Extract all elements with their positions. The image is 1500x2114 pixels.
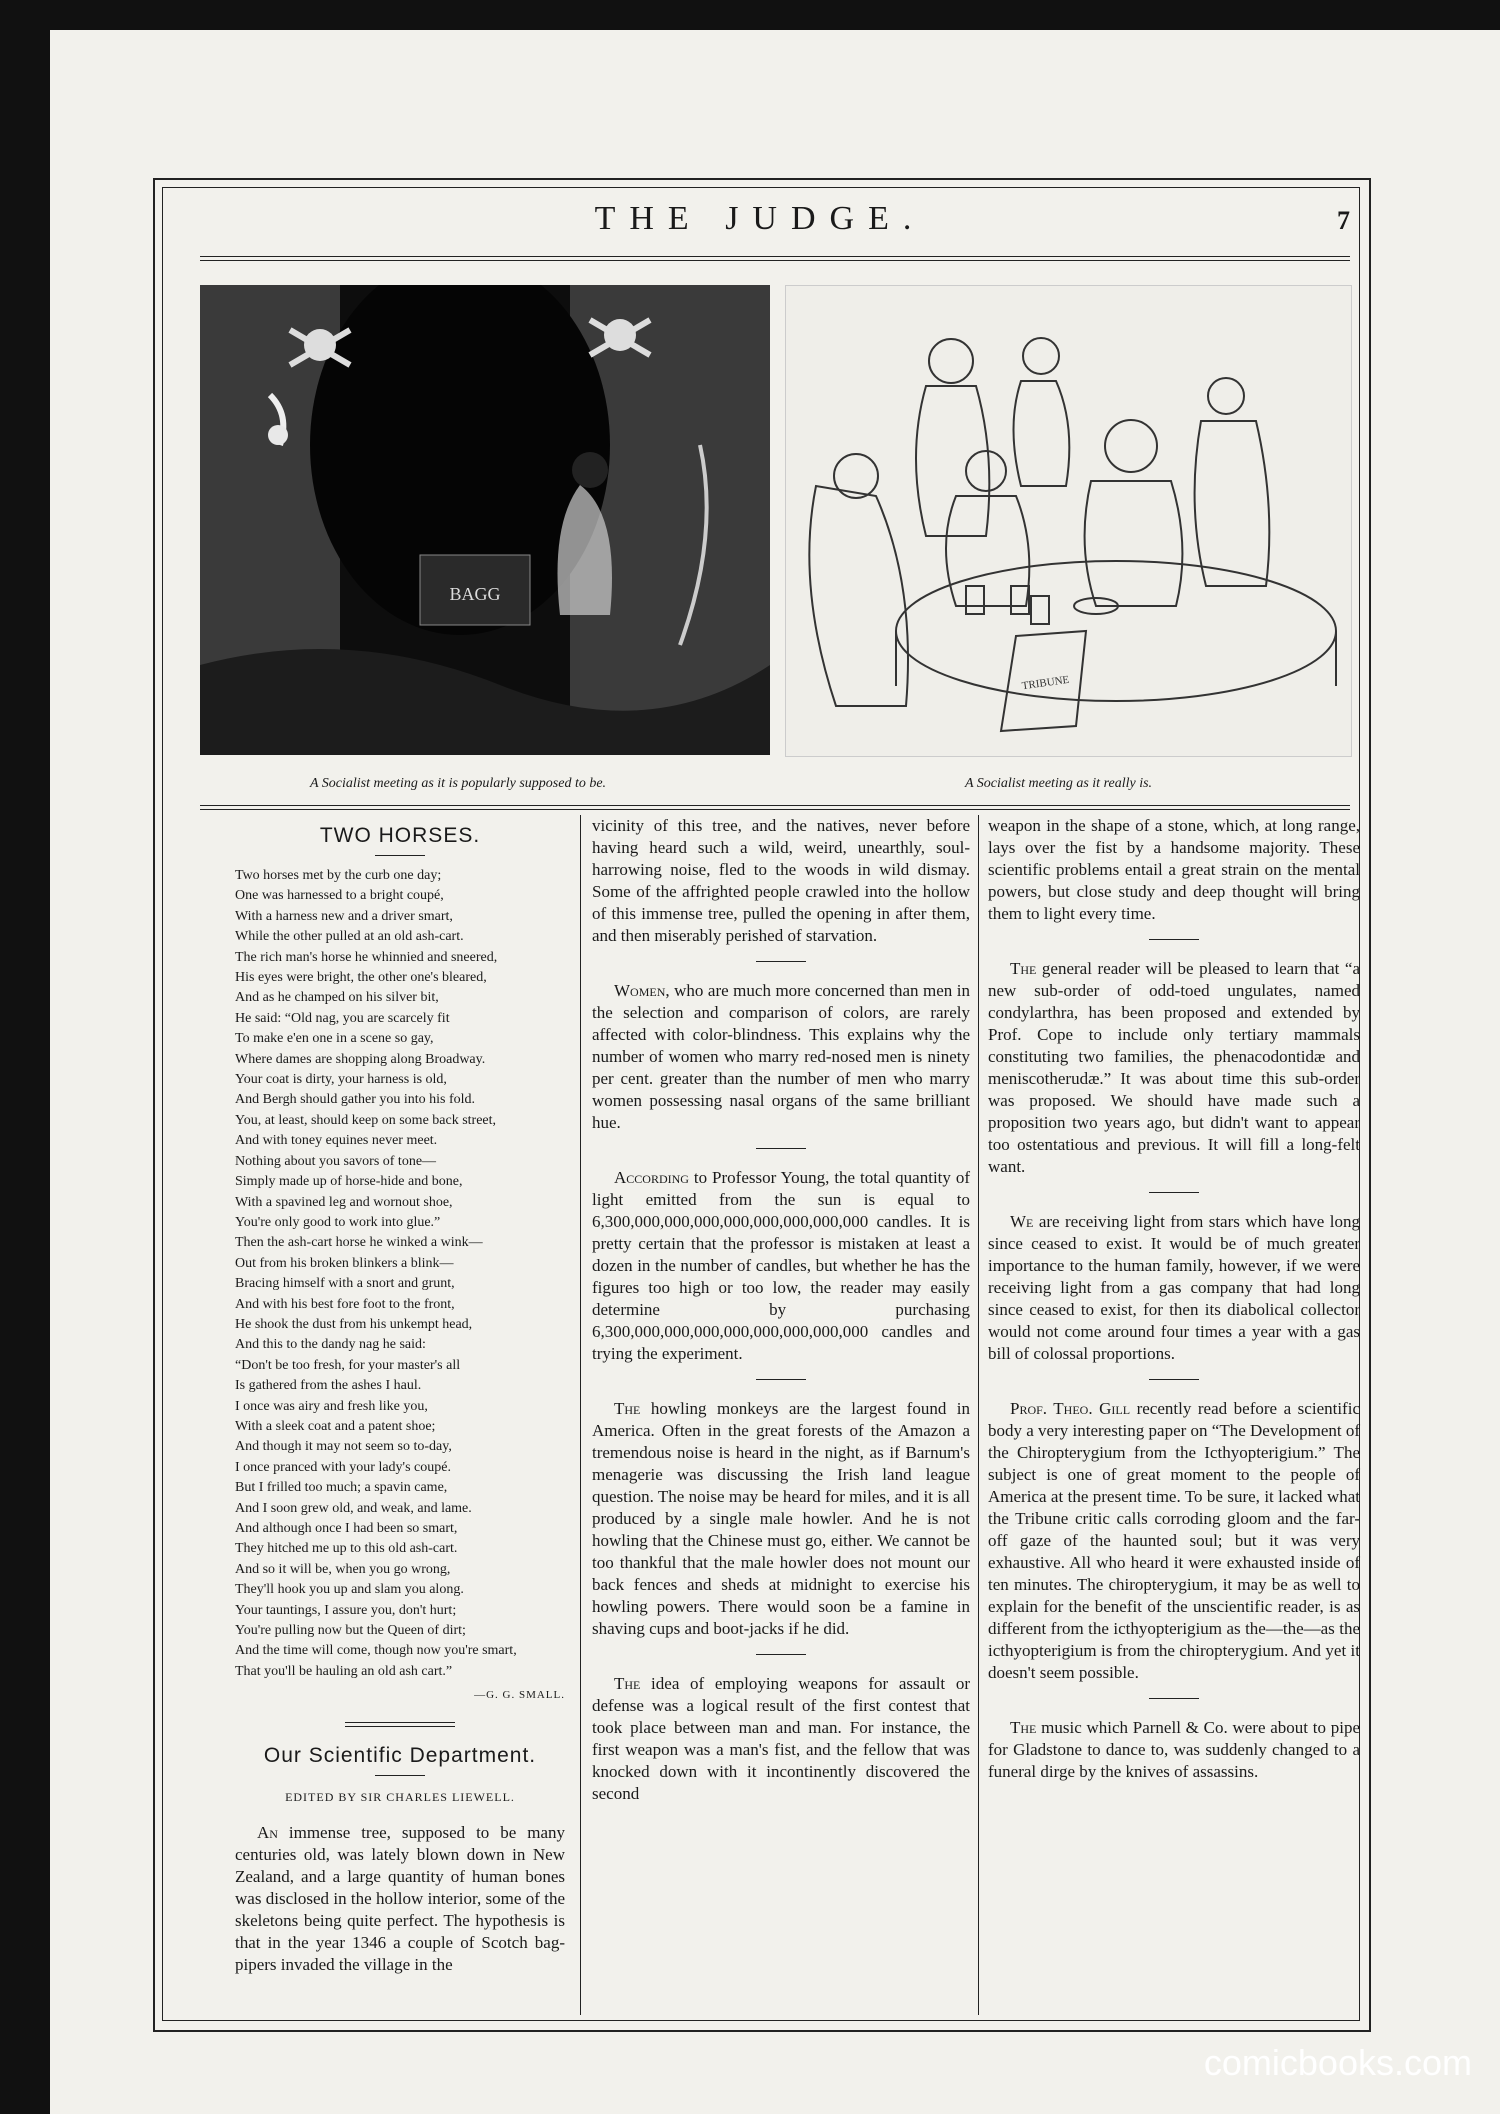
poem-line: With a harness new and a driver smart,	[235, 908, 453, 924]
newspaper-prop: TRIBUNE	[1021, 673, 1071, 693]
paragraph-text: howling monkeys are the largest found in America. Often in the great forests of the Amazon a tremendous noise is heard in the night, as if Barnum's menagerie was discussing the Irish land league question. The noise may be heard for miles, and it is all produced by a single male howler. And he is not howling that the Chinese must go, either. We cannot be too thankful that the male howler does not mount our back fences and sheds at midnight to exercise his howling powers. There would soon be a famine in shaving cups and boot-jacks if he did.	[592, 1399, 970, 1638]
poem-body	[235, 866, 565, 1682]
illustration-rule	[200, 805, 1350, 806]
department-editor: EDITED BY SIR CHARLES LIEWELL.	[285, 1790, 515, 1805]
separator	[1149, 1192, 1199, 1193]
paragraph-lead: The	[1010, 959, 1037, 978]
illustration-popular-meeting	[200, 285, 770, 755]
poem-line: You, at least, should keep on some back street,	[235, 1112, 497, 1128]
paragraph-text: immense tree, supposed to be many centuries old, was lately blown down in New Zealand, and a large quantity of human bones was disclosed in the hollow interior, some of the skeletons being quite perfect. The hypothesis is that in the year 1346 a couple of Scotch bag-pipers invaded the village in the	[235, 1823, 565, 1975]
department-title: Our Scientific Department.	[263, 1744, 537, 1768]
poem-line: They hitched me up to this old ash-cart.	[235, 1541, 458, 1557]
paragraph-ungulates	[988, 958, 1360, 1178]
paragraph-text: music which Parnell & Co. were about to pipe for Gladstone to dance to, was suddenly changed to a funeral dirge by the knives of assassins.	[988, 1718, 1360, 1781]
paragraph-lead: The	[614, 1399, 641, 1418]
caption-right: A Socialist meeting as it really is.	[965, 776, 1153, 791]
paragraph-tree-continued	[592, 815, 970, 947]
poem-line: With a spavined leg and wornout shoe,	[235, 1194, 453, 1210]
paragraph-lead: The	[614, 1674, 641, 1693]
poem-line: You're only good to work into glue.”	[235, 1214, 441, 1230]
illustration-popular-meeting-drawing	[200, 285, 770, 755]
paragraph-text: to Professor Young, the total quantity of light emitted from the sun is equal to 6,300,000,000,000,000,000,000,000,000 candles. It is pretty certain that the professor is mistaken at least a dozen in the number of candles, but whether he has the figures too high or too low, the reader may easily determine by purchasing 6,300,000,000,000,000,000,000,000,000 candles and trying the experiment.	[592, 1168, 970, 1363]
separator	[756, 1654, 806, 1655]
poem-line: I once was airy and fresh like you,	[235, 1398, 428, 1414]
watermark: comicbooks.com	[1203, 2042, 1472, 2083]
masthead-rule-2	[200, 260, 1350, 261]
poem-line: You're pulling now but the Queen of dirt;	[235, 1623, 466, 1639]
poem-line: And the time will come, though now you're smart,	[235, 1643, 517, 1659]
poem-line: His eyes were bright, the other one's bleared,	[235, 970, 487, 986]
poem-line: Your coat is dirty, your harness is old,	[235, 1072, 447, 1088]
poem-line: The rich man's horse he whinnied and sneered,	[235, 949, 498, 965]
paragraph-women	[592, 980, 970, 1134]
separator	[1149, 1698, 1199, 1699]
paragraph-text: recently read before a scientific body a very interesting paper on “The Development of the Chiropterygium from the Icthyopterigium.” The subject is one of great moment to the people of America at the present time. To be sure, it lacked what the Tribune critic calls corroding gloom and the far-off gaze of the haunted soul; but it was very exhaustive. All who heard it were exhausted inside of ten minutes. The chiropterygium, it may be as well to explain for the benefit of the unscientific reader, is as different from the icthyopterigium as the—the—as the icthyopterigium is from the chiropterygium. And yet it doesn't seem possible.	[988, 1399, 1360, 1682]
paragraph-lead: Prof. Theo. Gill	[1010, 1399, 1131, 1418]
poem-line: With a sleek coat and a patent shoe;	[235, 1418, 436, 1434]
column-2	[592, 815, 970, 1809]
poem-line: To make e'en one in a scene so gay,	[235, 1031, 434, 1047]
poem-line: Your tauntings, I assure you, don't hurt;	[235, 1602, 457, 1618]
paragraph-text: idea of employing weapons for assault or defense was a logical result of the first contest that took place between man and man. For instance, the first weapon was a man's fist, and the fellow that was knocked down with it incontinently discovered the second	[592, 1674, 970, 1803]
paragraph-parnell	[988, 1717, 1360, 1783]
poem-line: I once pranced with your lady's coupé.	[235, 1459, 451, 1475]
poem-line: And as he champed on his silver bit,	[235, 990, 439, 1006]
section-rule	[345, 1722, 455, 1727]
column-1	[235, 815, 565, 1980]
paragraph-weapons	[592, 1673, 970, 1805]
separator	[756, 961, 806, 962]
poem-line: And with his best fore foot to the front,	[235, 1296, 455, 1312]
poem-line: “Don't be too fresh, for your master's all	[235, 1357, 461, 1373]
poem-line: And so it will be, when you go wrong,	[235, 1561, 451, 1577]
poem-line: Where dames are shopping along Broadway.	[235, 1051, 486, 1067]
poem-title-rule	[375, 855, 425, 856]
separator	[1149, 939, 1199, 940]
poem-line: While the other pulled at an old ash-cart.	[235, 929, 464, 945]
separator	[756, 1379, 806, 1380]
paragraph-lead: Women,	[614, 981, 670, 1000]
poem-line: Out from his broken blinkers a blink—	[235, 1255, 454, 1271]
poem-line: And with toney equines never meet.	[235, 1133, 438, 1149]
paragraph-gill	[988, 1398, 1360, 1684]
paragraph-text: general reader will be pleased to learn that “a new sub-order of odd-toed ungulates, named condylarthra, has been proposed and extended by Prof. Cope to include only tertiary mammals constituting two families, the phenacodontidæ and meniscotherudæ.” It was about time this sub-order was proposed. We should have made such a proposition two years ago, but didn't want to appear too ostentatious and previous. It will fill a long-felt want.	[988, 959, 1360, 1176]
masthead	[170, 196, 1350, 252]
illustration-sign: BAGG	[449, 584, 501, 604]
poem-line: But I frilled too much; a spavin came,	[235, 1480, 448, 1496]
poem-line: And I soon grew old, and weak, and lame.	[235, 1500, 472, 1516]
paragraph-lead: We	[1010, 1212, 1034, 1231]
poem-signature: —G. G. SMALL.	[474, 1689, 565, 1702]
page-number: 7	[1337, 206, 1350, 235]
poem-line: They'll hook you up and slam you along.	[235, 1582, 464, 1598]
paragraph-monkeys	[592, 1398, 970, 1640]
poem-line: And this to the dandy nag he said:	[235, 1337, 426, 1353]
paragraph-lead: An	[257, 1823, 278, 1843]
masthead-rule	[200, 256, 1350, 257]
paragraph-text: are receiving light from stars which have long since ceased to exist. It would be of much greater importance to the human family, however, if we were receiving light from a gas company that had long since ceased to exist, for then its diabolical collector would not come around four times a year with a gas bill of colossal proportions.	[988, 1212, 1360, 1363]
poem-line: Simply made up of horse-hide and bone,	[235, 1174, 463, 1190]
poem-line: And Bergh should gather you into his fold.	[235, 1092, 476, 1108]
paragraph-lead: The	[1010, 1718, 1037, 1737]
illustration-real-meeting-drawing	[786, 286, 1351, 756]
paragraph-weapons-continued	[988, 815, 1360, 925]
masthead-title: THE JUDGE.	[594, 200, 926, 237]
poem-line: Then the ash-cart horse he winked a wink—	[235, 1235, 483, 1251]
illustration-rule-2	[200, 809, 1350, 810]
poem-title: TWO HORSES.	[319, 824, 481, 847]
paragraph-text: weapon in the shape of a stone, which, at long range, lays over the fist by a handsome majority. These scientific problems entail a great strain on the mental powers, but close study and deep thought will bring them to light every time.	[988, 816, 1360, 923]
illustration-real-meeting	[785, 285, 1352, 757]
poem-line: He said: “Old nag, you are scarcely fit	[235, 1010, 450, 1026]
column-divider-2	[978, 815, 979, 2015]
paragraph-sunlight	[592, 1167, 970, 1365]
poem-line: Nothing about you savors of tone—	[235, 1153, 437, 1169]
poem-line: Bracing himself with a snort and grunt,	[235, 1276, 455, 1292]
caption-left: A Socialist meeting as it is popularly supposed to be.	[310, 776, 607, 791]
paragraph-text: who are much more concerned than men in the selection and comparison of colors, are rarely affected with color-blindness. This explains why the number of women who marry red-nosed men is ninety per cent. greater than the number of men who marry women possessing nasal organs of the same brilliant hue.	[592, 981, 970, 1132]
poem-line: One was harnessed to a bright coupé,	[235, 888, 444, 904]
poem-line: Two horses met by the curb one day;	[235, 868, 442, 883]
paragraph-lead: According	[614, 1168, 689, 1187]
poem-line: That you'll be hauling an old ash cart.”	[235, 1663, 453, 1679]
department-title-rule	[375, 1775, 425, 1776]
paragraph-text: vicinity of this tree, and the natives, never before having heard such a wild, weird, unearthly, soul-harrowing noise, fled to the woods in wild dismay. Some of the affrighted people crawled into the hollow of this immense tree, pulled the opening in after them, and then miserably perished of starvation.	[592, 816, 970, 945]
poem-line: Is gathered from the ashes I haul.	[235, 1378, 422, 1394]
poem-line: He shook the dust from his unkempt head,	[235, 1316, 473, 1332]
separator	[1149, 1379, 1199, 1380]
separator	[756, 1148, 806, 1149]
poem-line: And although once I had been so smart,	[235, 1521, 458, 1536]
paragraph-tree	[235, 1822, 565, 1976]
column-divider-1	[580, 815, 581, 2015]
poem-line: And though it may not seem so to-day,	[235, 1439, 452, 1455]
paragraph-stars	[988, 1211, 1360, 1365]
column-3	[988, 815, 1360, 1787]
